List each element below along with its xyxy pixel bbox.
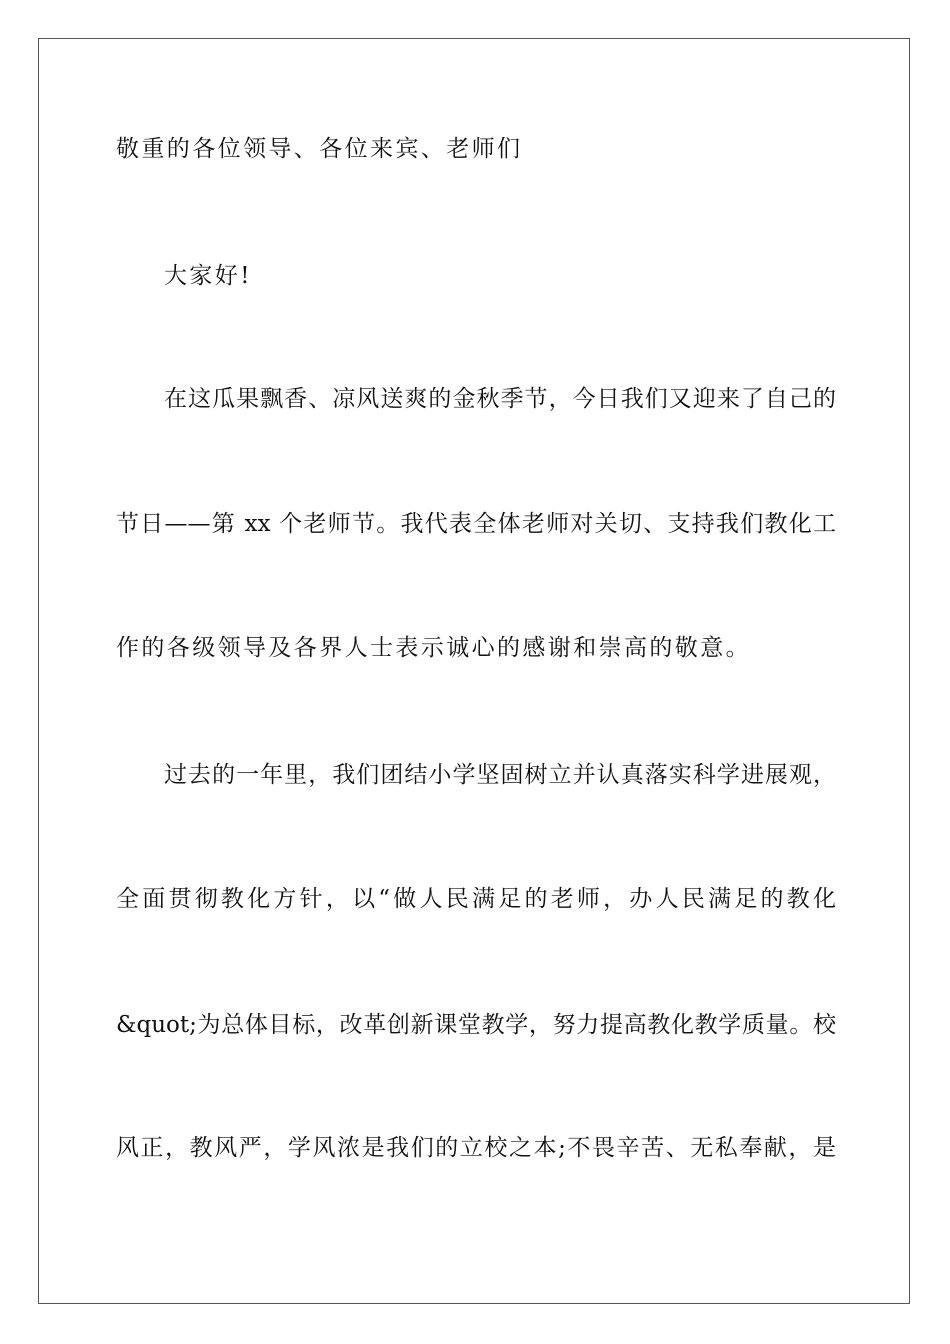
page-border xyxy=(38,38,910,1304)
salutation-line: 敬重的各位领导、各位来宾、老师们 xyxy=(116,136,523,162)
paragraph-1-line-1: 在这瓜果飘香、凉风送爽的金秋季节，今日我们又迎来了自己的 xyxy=(164,386,836,412)
paragraph-2-line-2: 全面贯彻教化方针，以“做人民满足的老师，办人民满足的教化 xyxy=(116,886,836,912)
paragraph-2-line-4: 风正，教风严，学风浓是我们的立校之本;不畏辛苦、无私奉献，是 xyxy=(116,1135,836,1161)
paragraph-1-line-2: 节日——第 xx 个老师节。我代表全体老师对关切、支持我们教化工 xyxy=(116,511,836,537)
paragraph-2-line-3: &quot;为总体目标，改革创新课堂教学，努力提高教化教学质量。校 xyxy=(116,1012,836,1038)
greeting-line: 大家好! xyxy=(164,263,252,289)
paragraph-1-line-3: 作的各级领导及各界人士表示诚心的感谢和崇高的敬意。 xyxy=(116,635,751,661)
paragraph-2-line-1: 过去的一年里，我们团结小学坚固树立并认真落实科学进展观， xyxy=(164,762,836,788)
